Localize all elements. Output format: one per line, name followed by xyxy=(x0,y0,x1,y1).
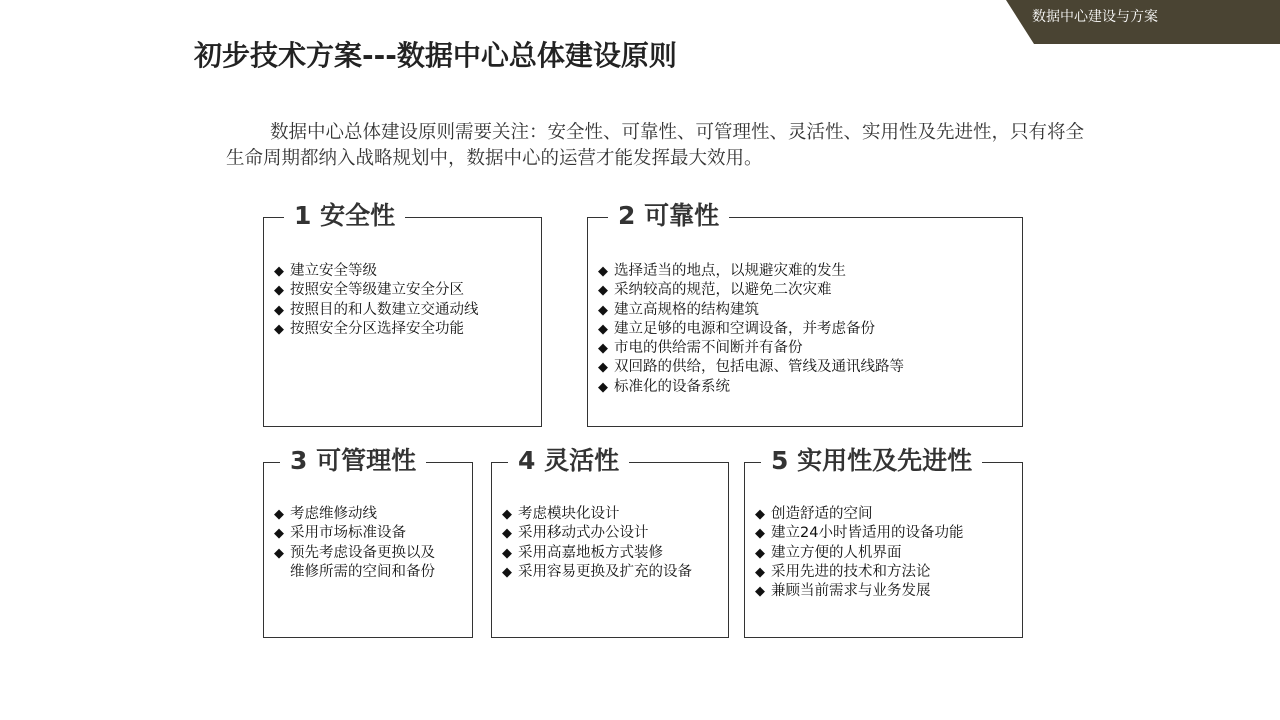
list-item: ◆ 市电的供给需不间断并有备份 xyxy=(598,339,904,358)
diamond-bullet-icon: ◆ xyxy=(755,564,765,580)
section-box-safety xyxy=(263,201,542,427)
diamond-bullet-icon: ◆ xyxy=(598,379,608,395)
list-item: ◆ 标准化的设备系统 xyxy=(598,378,904,397)
list-item: ◆ 按照安全分区选择安全功能 xyxy=(274,320,479,339)
section-box-flexibility xyxy=(491,446,729,638)
diamond-bullet-icon: ◆ xyxy=(755,507,765,522)
section-list xyxy=(274,262,479,339)
list-item: ◆ 兼顾当前需求与业务发展 xyxy=(755,582,963,601)
list-item: ◆ 按照目的和人数建立交通动线 xyxy=(274,301,479,320)
diamond-bullet-icon: ◆ xyxy=(598,302,608,318)
diamond-bullet-icon: ◆ xyxy=(274,264,284,279)
diamond-bullet-icon: ◆ xyxy=(274,283,284,299)
diamond-bullet-icon: ◆ xyxy=(755,526,765,542)
section-title: 4 灵活性 xyxy=(508,441,629,481)
list-item: ◆ 采用容易更换及扩充的设备 xyxy=(502,563,692,582)
diamond-bullet-icon: ◆ xyxy=(598,321,608,337)
diamond-bullet-icon: ◆ xyxy=(502,564,512,580)
section-title: 3 可管理性 xyxy=(280,441,426,481)
section-list xyxy=(502,505,692,582)
section-box-reliability xyxy=(587,201,1023,427)
section-title: 1 安全性 xyxy=(284,196,405,236)
list-item: ◆ 建立24小时皆适用的设备功能 xyxy=(755,524,963,543)
list-item: ◆ 按照安全等级建立安全分区 xyxy=(274,281,479,300)
section-list xyxy=(598,262,904,397)
list-item: ◆ 建立安全等级 xyxy=(274,262,479,281)
list-item: ◆ 采用先进的技术和方法论 xyxy=(755,563,963,582)
section-list xyxy=(274,505,435,582)
intro-paragraph: 数据中心总体建设原则需要关注：安全性、可靠性、可管理性、灵活性、实用性及先进性，只有将全生命周期都纳入战略规划中，数据中心的运营才能发挥最大效用。 xyxy=(226,122,1085,169)
list-item: ◆ 建立足够的电源和空调设备，并考虑备份 xyxy=(598,320,904,339)
list-item: ◆ 选择适当的地点，以规避灾难的发生 xyxy=(598,262,904,281)
section-title: 5 实用性及先进性 xyxy=(761,441,982,481)
section-box-manageability xyxy=(263,446,473,638)
diamond-bullet-icon: ◆ xyxy=(502,545,512,561)
diamond-bullet-icon: ◆ xyxy=(274,545,284,561)
diamond-bullet-icon: ◆ xyxy=(274,321,284,337)
list-item: ◆ 采用移动式办公设计 xyxy=(502,524,692,543)
list-item: ◆ 预先考虑设备更换以及 xyxy=(274,544,435,563)
section-title: 2 可靠性 xyxy=(608,196,729,236)
list-item: ◆ 创造舒适的空间 xyxy=(755,505,963,524)
diamond-bullet-icon: ◆ xyxy=(274,526,284,542)
section-list xyxy=(755,505,963,601)
diamond-bullet-icon: ◆ xyxy=(274,507,284,522)
page-title: 初步技术方案---数据中心总体建设原则 xyxy=(194,39,677,72)
diamond-bullet-icon: ◆ xyxy=(502,507,512,522)
diamond-bullet-icon: ◆ xyxy=(274,302,284,318)
diamond-bullet-icon: ◆ xyxy=(598,283,608,299)
list-item: ◆ 双回路的供给，包括电源、管线及通讯线路等 xyxy=(598,358,904,377)
list-item-continuation: 维修所需的空间和备份 xyxy=(290,563,435,580)
list-item: ◆ 考虑模块化设计 xyxy=(502,505,692,524)
diamond-bullet-icon: ◆ xyxy=(598,341,608,357)
diamond-bullet-icon: ◆ xyxy=(755,584,765,600)
diamond-bullet-icon: ◆ xyxy=(598,360,608,376)
diamond-bullet-icon: ◆ xyxy=(502,526,512,542)
list-item: ◆ 采用高嘉地板方式装修 xyxy=(502,544,692,563)
diamond-bullet-icon: ◆ xyxy=(598,264,608,279)
section-box-practicality xyxy=(744,446,1023,638)
list-item: ◆ 建立方便的人机界面 xyxy=(755,544,963,563)
list-item: ◆ 采纳较高的规范，以避免二次灾难 xyxy=(598,281,904,300)
list-item: ◆ 采用市场标准设备 xyxy=(274,524,435,543)
list-item: ◆ 考虑维修动线 xyxy=(274,505,435,524)
list-item: ◆ 建立高规格的结构建筑 xyxy=(598,301,904,320)
header-tag-text: 数据中心建设与方案 xyxy=(1032,9,1158,25)
diamond-bullet-icon: ◆ xyxy=(755,545,765,561)
